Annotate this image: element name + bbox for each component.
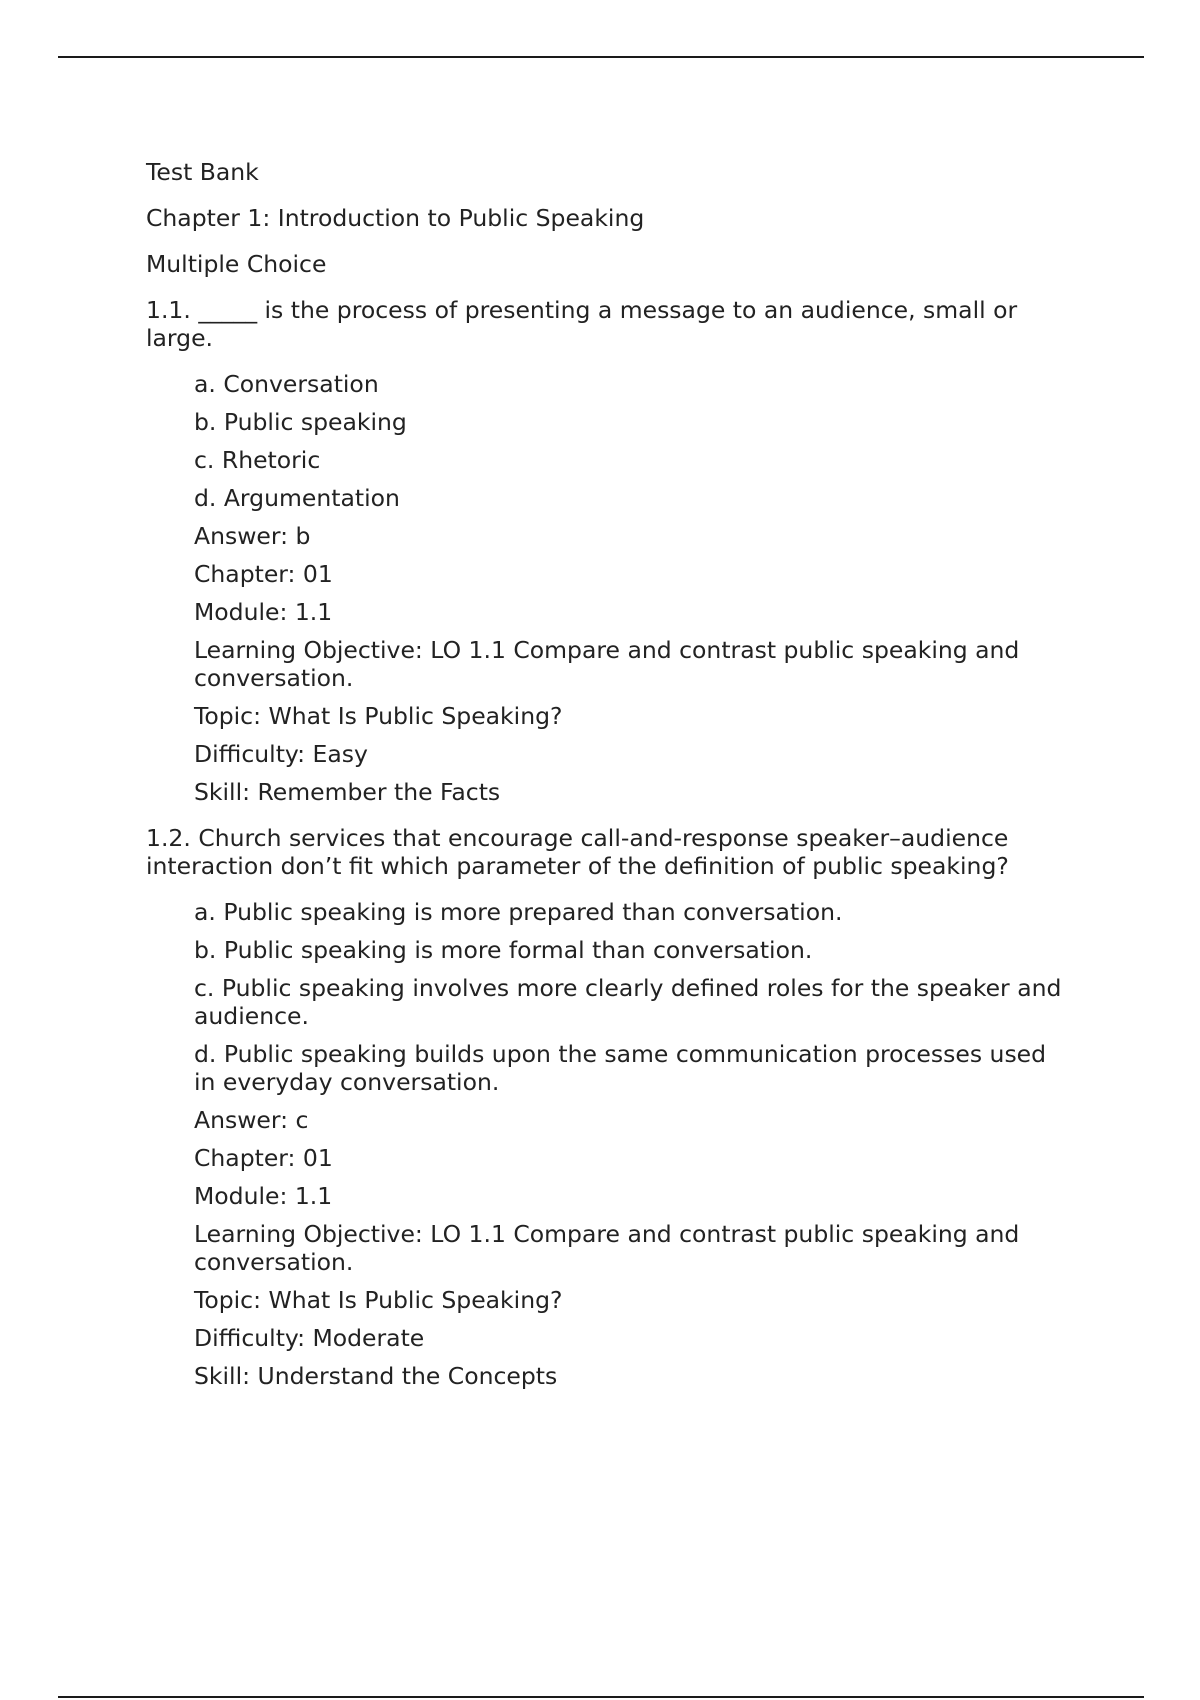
answer-key: Answer: b (194, 522, 311, 550)
answer-option: d. Public speaking builds upon the same communication processes used in everyday conversation. (194, 1040, 1047, 1096)
difficulty-meta: Difficulty: Moderate (194, 1324, 425, 1352)
answer-option: c. Public speaking involves more clearly defined roles for the speaker and audience. (194, 974, 1062, 1030)
document-heading: Test Bank (146, 158, 259, 186)
answer-option: d. Argumentation (194, 484, 400, 512)
module-meta: Module: 1.1 (194, 1182, 333, 1210)
answer-option: c. Rhetoric (194, 446, 321, 474)
learning-objective: Learning Objective: LO 1.1 Compare and contrast public speaking and conversation. (194, 636, 1020, 692)
difficulty-meta: Difficulty: Easy (194, 740, 368, 768)
skill-meta: Skill: Understand the Concepts (194, 1362, 558, 1390)
question-stem: 1.2. Church services that encourage call-and-response speaker–audience interaction don’t fit which parameter of the definition of public speaking? (146, 824, 1009, 880)
question-block (146, 296, 1066, 806)
bottom-rule (58, 1696, 1144, 1698)
learning-objective: Learning Objective: LO 1.1 Compare and contrast public speaking and conversation. (194, 1220, 1020, 1276)
top-rule (58, 56, 1144, 58)
question-stem: 1.1. _____ is the process of presenting a message to an audience, small or large. (146, 296, 1018, 352)
document-body (146, 158, 1066, 1408)
chapter-title: Chapter 1: Introduction to Public Speaking (146, 204, 645, 232)
answer-option: a. Public speaking is more prepared than conversation. (194, 898, 843, 926)
question-block (146, 824, 1066, 1390)
chapter-meta: Chapter: 01 (194, 560, 333, 588)
answer-option: b. Public speaking is more formal than conversation. (194, 936, 813, 964)
answer-option: b. Public speaking (194, 408, 407, 436)
skill-meta: Skill: Remember the Facts (194, 778, 501, 806)
topic-meta: Topic: What Is Public Speaking? (194, 1286, 563, 1314)
answer-key: Answer: c (194, 1106, 309, 1134)
topic-meta: Topic: What Is Public Speaking? (194, 702, 563, 730)
module-meta: Module: 1.1 (194, 598, 333, 626)
chapter-meta: Chapter: 01 (194, 1144, 333, 1172)
section-title: Multiple Choice (146, 250, 327, 278)
answer-option: a. Conversation (194, 370, 379, 398)
